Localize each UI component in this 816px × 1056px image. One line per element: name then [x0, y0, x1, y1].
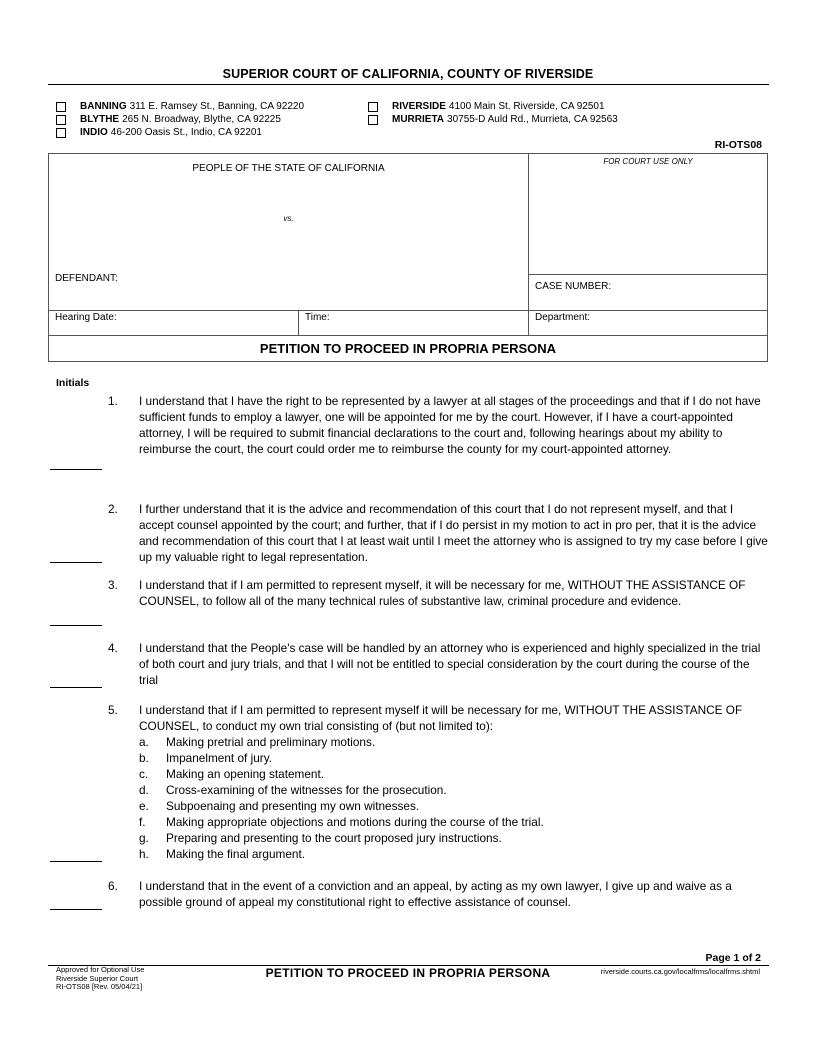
caption-divider	[528, 154, 529, 310]
initials-line-2[interactable]	[50, 562, 102, 563]
time-label[interactable]: Time:	[305, 312, 330, 323]
initials-line-5[interactable]	[50, 861, 102, 862]
location-murrieta[interactable]: MURRIETA 30755-D Auld Rd., Murrieta, CA 92563	[368, 114, 618, 125]
location-riverside[interactable]: RIVERSIDE 4100 Main St. Riverside, CA 92501	[368, 101, 605, 112]
hearing-divider-2	[528, 310, 529, 335]
subitem-g: g. Preparing and presenting to the court proposed jury instructions.	[139, 831, 502, 845]
plaintiff-name: PEOPLE OF THE STATE OF CALIFORNIA	[192, 163, 385, 174]
subitem-a: a. Making pretrial and preliminary motions.	[139, 735, 376, 749]
court-title: SUPERIOR COURT OF CALIFORNIA, COUNTY OF RIVERSIDE	[222, 67, 594, 81]
defendant-label[interactable]: DEFENDANT:	[55, 273, 118, 284]
location-blythe[interactable]: BLYTHE 265 N. Broadway, Blythe, CA 92225	[56, 114, 281, 125]
location-banning[interactable]: BANNING 311 E. Ramsey St., Banning, CA 92220	[56, 101, 304, 112]
checkbox[interactable]	[56, 115, 66, 125]
court-use-label: FOR COURT USE ONLY	[603, 157, 693, 166]
page-number: Page 1 of 2	[705, 952, 761, 964]
subitem-d: d. Cross-examining of the witnesses for the prosecution.	[139, 783, 447, 797]
item-4: 4. I understand that the People's case will be handled by an attorney who is experienced and highly specialized in the trial of both court and jury trials, and that I will not be entitled to special consideration by the court during the course of the trial	[108, 641, 761, 687]
initials-line-1[interactable]	[50, 469, 102, 470]
item-1: 1. I understand that I have the right to be represented by a lawyer at all stages of the proceedings and that if I do not have sufficient funds to employ a lawyer, one will be appointed for me by the court. However, if I have a court-appointed attorney, I will be required to submit financial declarations to the court and, following hearings about my ability to reimburse the court, the court could order me to reimburse the county for my court-appointed attorney.	[108, 394, 761, 456]
initials-line-3[interactable]	[50, 625, 102, 626]
versus-label: vs.	[283, 214, 294, 223]
case-number-rule	[528, 274, 768, 275]
subitem-c: c. Making an opening statement.	[139, 767, 325, 781]
checkbox[interactable]	[368, 115, 378, 125]
footer-title: PETITION TO PROCEED IN PROPRIA PERSONA	[265, 966, 551, 980]
form-id: RI-OTS08	[714, 139, 762, 151]
initials-line-6[interactable]	[50, 909, 102, 910]
location-indio[interactable]: INDIO 46-200 Oasis St., Indio, CA 92201	[56, 127, 262, 138]
subitem-f: f. Making appropriate objections and motions during the course of the trial.	[139, 815, 544, 829]
header-rule	[48, 84, 769, 85]
item-3: 3. I understand that if I am permitted to represent myself, it will be necessary for me, WITHOUT THE ASSISTANCE OF COUNSEL, to follow all of the many technical rules of substantive law, criminal procedure and evidence.	[108, 578, 746, 608]
subitem-b: b. Impanelment of jury.	[139, 751, 272, 765]
checkbox[interactable]	[368, 102, 378, 112]
checkbox[interactable]	[56, 102, 66, 112]
checkbox[interactable]	[56, 128, 66, 138]
item-5: 5. I understand that if I am permitted to represent myself it will be necessary for me, WITHOUT THE ASSISTANCE OF COUNSEL, to conduct my own trial consisting of (but not limited to): a. Making pretrial and preliminary motions. b. Impanelment of jury. c. Making an opening statement. d. Cross-examining of the witnesses for the prosecution. e. Subpoenaing and presenting my own witnesses. f. Making appropriate objections and motions during the course of the trial. g. Preparing and presenting to the court proposed jury instructions. h. Making the final argument.	[108, 702, 768, 862]
hearing-divider-1	[298, 310, 299, 335]
subitem-h: h. Making the final argument.	[139, 847, 306, 861]
title-row-rule	[49, 335, 767, 336]
initials-line-4[interactable]	[50, 687, 102, 688]
hearing-row-rule	[49, 310, 767, 311]
item-6: 6. I understand that in the event of a conviction and an appeal, by acting as my own lawyer, I give up and waive as a possible ground of appeal my constitutional right to effective assistance of counsel.	[108, 879, 732, 909]
hearing-date-label[interactable]: Hearing Date:	[55, 312, 117, 323]
footer-url[interactable]: riverside.courts.ca.gov/localfrms/localfrms.shtml	[600, 967, 760, 976]
subitem-e: e. Subpoenaing and presenting my own witnesses.	[139, 799, 420, 813]
initials-label: Initials	[56, 377, 90, 389]
petition-title: PETITION TO PROCEED IN PROPRIA PERSONA	[259, 341, 557, 356]
item-2: 2. I further understand that it is the advice and recommendation of this court that I do not represent myself, and that I accept counsel appointed by the court; and further, that if I do persist in my motion to act in pro per, that it is the advice and recommendation of this court that I at least wait until I meet the attorney who is assigned to try my case before I give up my valuable right to legal representation.	[108, 502, 768, 564]
department-label[interactable]: Department:	[535, 312, 591, 323]
case-number-label[interactable]: CASE NUMBER:	[535, 281, 612, 292]
caption-box	[48, 153, 768, 362]
footer-approval: Approved for Optional Use Riverside Superior Court RI-OTS08 [Rev. 05/04/21]	[56, 965, 145, 991]
